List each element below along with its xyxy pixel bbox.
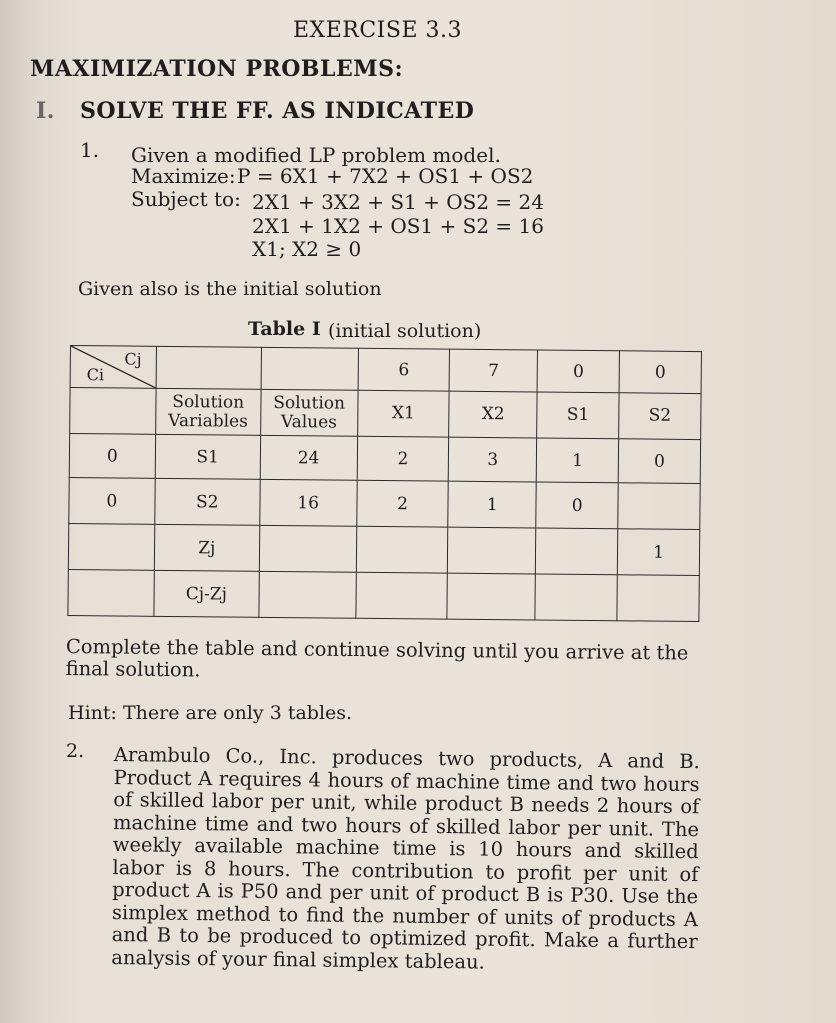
corner-cj: Cj bbox=[124, 349, 142, 369]
table-cell bbox=[70, 388, 156, 435]
row-cell: 0 bbox=[618, 439, 700, 484]
part-number: I. bbox=[36, 98, 55, 124]
exercise-title: EXERCISE 3.3 bbox=[293, 18, 462, 43]
table-caption-text: (initial solution) bbox=[328, 320, 482, 342]
table-corner-cell bbox=[70, 346, 156, 389]
non-negativity: X1; X2 ≥ 0 bbox=[252, 237, 362, 261]
row-cell bbox=[618, 483, 700, 530]
row-variable: S2 bbox=[155, 478, 260, 525]
row-cell bbox=[356, 572, 448, 619]
table-row bbox=[68, 523, 699, 575]
problem-2-text: Arambulo Co., Inc. produces two products, A and B. Product A requires 4 hours of machine time and two hours of skilled labor per unit, while product B needs 2 hours of machine time and two hours of skilled labor per unit. The weekly available machine time is 10 hours and skilled labor is 8 hours. The contribution to profit per unit of product A is P50 and per unit of product B is P30. Use the simplex method to find the number of units of products A and B to be produced to optimized profit. Make a further analysis of your final simplex tableau. bbox=[111, 743, 700, 974]
constraint-1: 2X1 + 3X2 + S1 + OS2 = 24 bbox=[252, 190, 544, 214]
row-cell bbox=[536, 528, 618, 575]
table-row bbox=[69, 477, 700, 529]
row-cell bbox=[447, 573, 535, 620]
table-row bbox=[69, 434, 700, 484]
row-value bbox=[259, 571, 356, 618]
problem-1-intro: Given a modified LP problem model. bbox=[131, 143, 501, 167]
hint: Hint: There are only 3 tables. bbox=[68, 702, 353, 724]
row-cell bbox=[356, 526, 448, 573]
section-title: MAXIMIZATION PROBLEMS: bbox=[30, 56, 404, 82]
complete-instruction: Complete the table and continue solving until you arrive at the final solution. bbox=[65, 635, 689, 682]
corner-ci: Ci bbox=[86, 365, 105, 385]
row-variable: Zj bbox=[154, 524, 259, 571]
simplex-table bbox=[67, 345, 702, 622]
row-ci: 0 bbox=[69, 477, 155, 524]
row-value: 16 bbox=[259, 479, 356, 526]
row-value bbox=[259, 525, 356, 572]
maximize-label: Maximize: bbox=[131, 164, 236, 188]
table-cell bbox=[156, 346, 261, 389]
header-solution-values: Solution Values bbox=[260, 389, 357, 436]
row-cell: 3 bbox=[449, 437, 537, 482]
table-caption-label: Table I bbox=[248, 318, 321, 340]
cj-value: 7 bbox=[450, 349, 538, 392]
cj-value: 6 bbox=[358, 348, 450, 391]
var-header: X2 bbox=[449, 391, 537, 438]
row-ci bbox=[68, 523, 154, 570]
row-cell: 2 bbox=[357, 436, 449, 481]
var-header: S2 bbox=[619, 393, 701, 440]
given-initial-solution: Given also is the initial solution bbox=[78, 278, 382, 300]
row-ci bbox=[68, 569, 154, 616]
row-cell: 2 bbox=[356, 480, 448, 527]
row-cell: 0 bbox=[536, 482, 618, 529]
cj-value: 0 bbox=[619, 351, 701, 394]
table-cell bbox=[261, 347, 358, 390]
row-cell: 1 bbox=[536, 438, 618, 483]
objective-function: P = 6X1 + 7X2 + OS1 + OS2 bbox=[237, 164, 534, 188]
row-cell bbox=[448, 527, 536, 574]
row-variable: S1 bbox=[155, 434, 260, 479]
var-header: S1 bbox=[537, 392, 619, 439]
diagonal-line bbox=[71, 346, 156, 388]
row-cell bbox=[617, 575, 699, 622]
subject-to-label: Subject to: bbox=[131, 187, 241, 211]
cj-value: 0 bbox=[537, 350, 619, 393]
part-title: SOLVE THE FF. AS INDICATED bbox=[80, 98, 475, 124]
table-row bbox=[68, 569, 699, 621]
row-value: 24 bbox=[260, 435, 357, 480]
row-variable: Cj-Zj bbox=[154, 570, 259, 617]
constraint-2: 2X1 + 1X2 + OS1 + S2 = 16 bbox=[252, 214, 544, 238]
header-solution-variables: Solution Variables bbox=[155, 388, 260, 435]
problem-1-number: 1. bbox=[80, 138, 100, 162]
row-ci: 0 bbox=[69, 434, 155, 479]
row-cell bbox=[535, 574, 617, 621]
var-header: X1 bbox=[357, 390, 449, 437]
row-cell: 1 bbox=[448, 481, 536, 528]
problem-2-number: 2. bbox=[66, 740, 85, 762]
row-cell: 1 bbox=[617, 529, 699, 576]
